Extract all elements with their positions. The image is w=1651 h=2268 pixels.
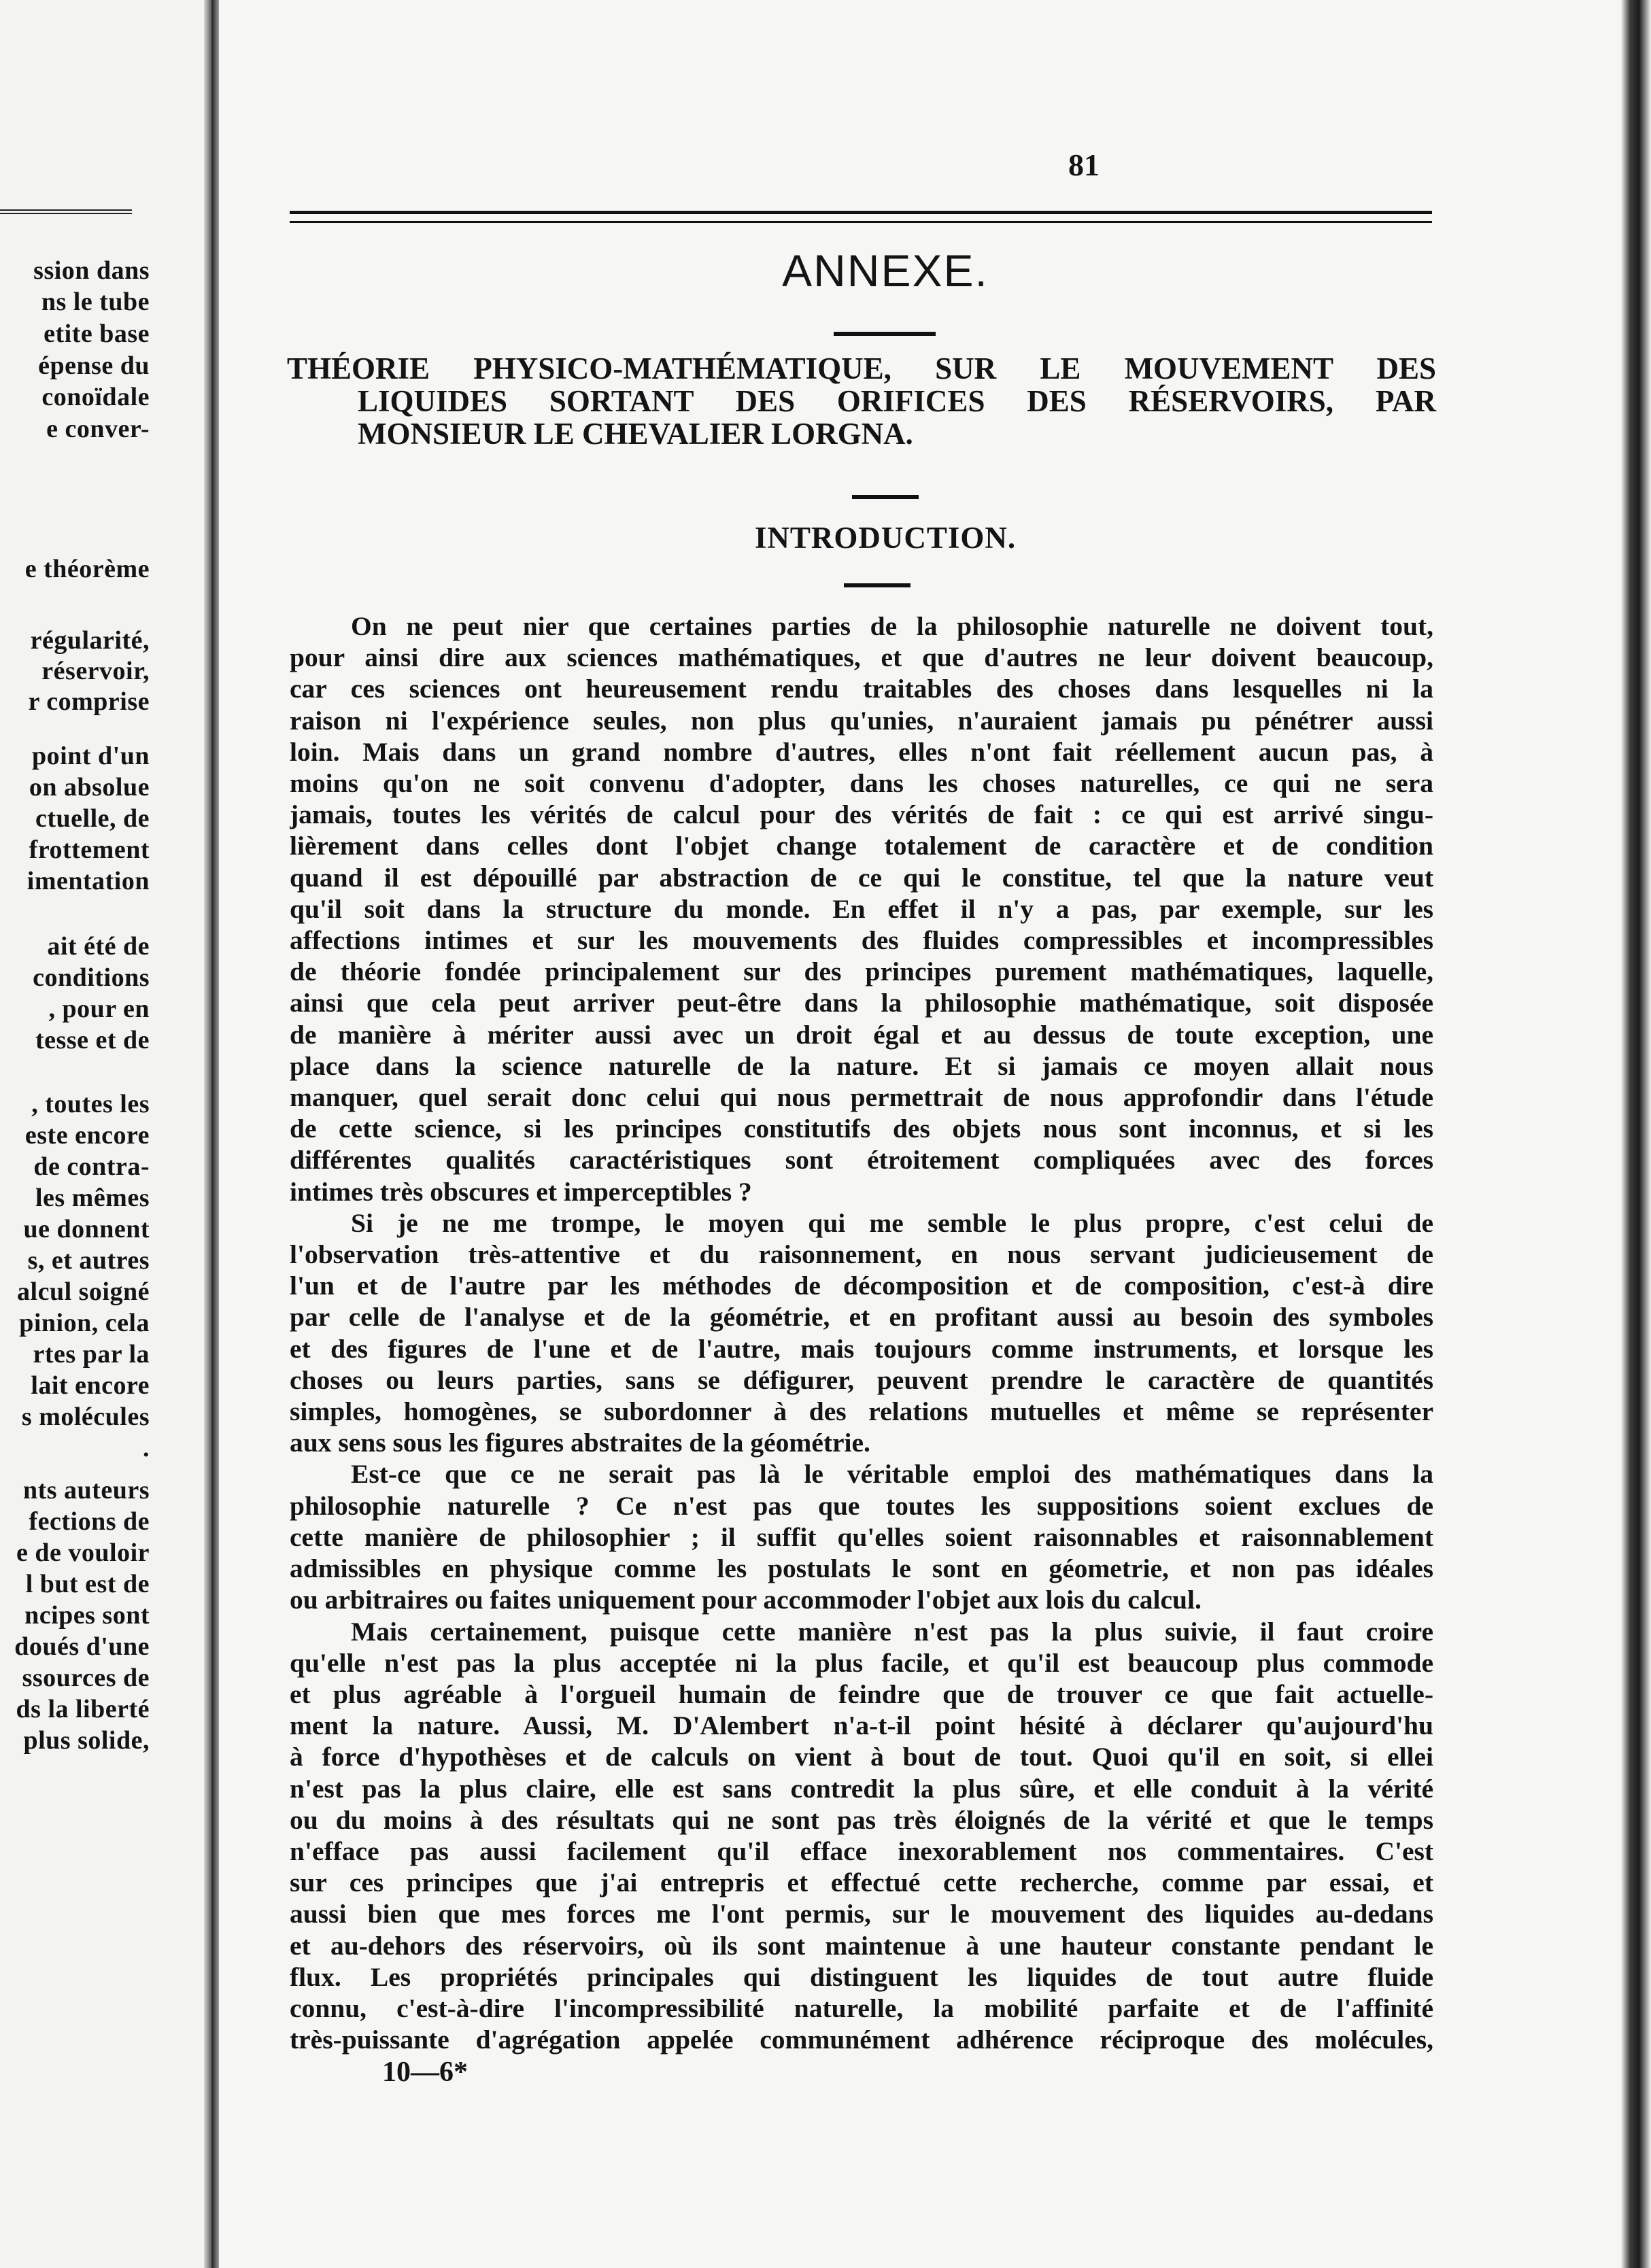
body-text xyxy=(290,611,1433,2055)
left-page-line: plus solide, xyxy=(23,1726,150,1755)
body-line: philosophie naturelle ? Ce n'est pas que toutes les suppositions soient exclues de xyxy=(290,1490,1433,1521)
body-line: l'observation très-attentive et du raisonnement, en nous servant judicieusement de xyxy=(290,1239,1433,1270)
body-line: raison ni l'expérience seules, non plus qu'unies, n'auraient jamais pu pénétrer aussi xyxy=(290,705,1433,736)
body-line: n'efface pas aussi facilement qu'il efface inexorablement nos commentaires. C'est xyxy=(290,1836,1433,1866)
body-line: admissibles en physique comme les postulats le sont en géometrie, et non pas idéales xyxy=(290,1553,1433,1584)
body-line: et des figures de l'une et de l'autre, mais toujours comme instruments, et lorsque les xyxy=(290,1333,1433,1364)
left-page-line: ue donnent xyxy=(23,1215,150,1243)
body-line: On ne peut nier que certaines parties de la philosophie naturelle ne doivent tout, xyxy=(351,611,1433,641)
body-line: aux sens sous les figures abstraites de la géométrie. xyxy=(290,1428,870,1458)
body-line: ou arbitraires ou faites uniquement pour accommoder l'objet aux lois du calcul. xyxy=(290,1585,1202,1615)
subtitle-line-3: MONSIEUR LE CHEVALIER LORGNA. xyxy=(358,417,913,451)
left-page-line: réservoir, xyxy=(41,657,150,685)
body-line: et au-dehors des réservoirs, où ils sont maintenue à une hauteur constante pendant le xyxy=(290,1930,1433,1961)
left-page-line: tesse et de xyxy=(35,1026,150,1054)
title-rule xyxy=(834,332,936,336)
left-page-line: ssion dans xyxy=(33,256,150,285)
body-line: très-puissante d'agrégation appelée communément adhérence réciproque des molécules, xyxy=(290,2025,1433,2055)
body-line: ainsi que cela peut arriver peut-être dans la philosophie mathématique, soit disposée xyxy=(290,988,1433,1018)
left-page-line: conditions xyxy=(33,963,150,992)
left-page-line: frottement xyxy=(29,836,150,864)
body-line: Si je ne me trompe, le moyen qui me semble le plus propre, c'est celui de xyxy=(351,1207,1433,1238)
body-line: choses ou leurs parties, sans se défigurer, peuvent prendre le caractère de quantités xyxy=(290,1364,1433,1395)
left-page-line: nts auteurs xyxy=(22,1476,150,1505)
body-line: de cette science, si les principes constitutifs des objets nous sont inconnus, et si les xyxy=(290,1114,1433,1144)
left-page-line: épense du xyxy=(38,351,150,380)
document-subtitle xyxy=(287,352,1436,450)
left-page-line: point d'un xyxy=(32,742,150,770)
left-page-line: e conver- xyxy=(46,415,150,443)
body-line: l'un et de l'autre par les méthodes de décomposition et de composition, c'est-à dire xyxy=(290,1271,1433,1301)
body-line: n'est pas la plus claire, elle est sans contredit la plus sûre, et elle conduit à la vérité xyxy=(290,1773,1433,1804)
left-page-line: l but est de xyxy=(25,1570,150,1598)
body-line: manquer, quel serait donc celui qui nous permettrait de nous approfondir dans l'étude xyxy=(290,1082,1433,1113)
body-line: loin. Mais dans un grand nombre d'autres, elles n'ont fait réellement aucun pas, à xyxy=(290,736,1433,767)
body-line: ou du moins à des résultats qui ne sont pas très éloignés de la vérité et que le temps xyxy=(290,1804,1433,1835)
left-page-line: conoïdale xyxy=(41,383,150,411)
introduction-heading: INTRODUCTION. xyxy=(754,521,1017,555)
subtitle-line-2: LIQUIDES SORTANT DES ORIFICES DES RÉSERVOIRS, PAR xyxy=(358,384,1436,418)
left-page-line: imentation xyxy=(27,867,150,895)
body-line: intimes très obscures et imperceptibles ? xyxy=(290,1176,752,1207)
introduction-rule xyxy=(844,583,910,587)
left-page-line: on absolue xyxy=(29,773,150,802)
left-page-line: , toutes les xyxy=(31,1090,150,1118)
left-page-line: este encore xyxy=(24,1121,150,1150)
body-line: et plus agréable à l'orgueil humain de feindre que de trouver ce que fait actuelle- xyxy=(290,1679,1433,1709)
body-line: pour ainsi dire aux sciences mathématiques, et que d'autres ne leur doivent beaucoup, xyxy=(290,642,1433,673)
left-page-line: ns le tube xyxy=(41,288,150,316)
body-line: simples, homogènes, se subordonner à des relations mutuelles et même se représenter xyxy=(290,1396,1433,1427)
header-rule xyxy=(290,211,1432,223)
left-page-line: de contra- xyxy=(33,1152,150,1181)
body-line: aussi bien que mes forces me l'ont permis, sur le mouvement des liquides au-dedans xyxy=(290,1899,1433,1929)
body-line: cette manière de philosophier ; il suffit qu'elles soient raisonnables et raisonnablement xyxy=(290,1522,1433,1552)
body-line: qu'elle n'est pas la plus acceptée ni la plus facile, et qu'il est beaucoup plus commode xyxy=(290,1647,1433,1678)
left-facing-page xyxy=(0,0,216,2268)
body-line: Est-ce que ce ne serait pas là le véritable emploi des mathématiques dans la xyxy=(351,1459,1433,1490)
body-line: qu'il soit dans la structure du monde. En effet il n'y a pas, par exemple, sur les xyxy=(290,893,1433,924)
body-line: place dans la science naturelle de la nature. Et si jamais ce moyen allait nous xyxy=(290,1050,1433,1081)
left-page-line: r comprise xyxy=(28,687,150,716)
left-page-line: ctuelle, de xyxy=(35,804,150,833)
main-page xyxy=(219,0,1621,2268)
left-page-line: e de vouloir xyxy=(16,1539,150,1567)
left-page-line: alcul soigné xyxy=(17,1277,150,1306)
subtitle-rule xyxy=(852,495,919,499)
subtitle-line-1: THÉORIE PHYSICO-MATHÉMATIQUE, SUR LE MOUVEMENT DES xyxy=(287,351,1436,385)
body-line: jamais, toutes les vérités de calcul pour des vérités de fait : ce qui est arrivé singu- xyxy=(290,800,1433,830)
body-line: affections intimes et sur les mouvements des fluides compressibles et incompressibles xyxy=(290,925,1433,956)
body-line: de manière à mériter aussi avec un droit égal et au dessus de toute exception, une xyxy=(290,1019,1433,1050)
left-page-line: . xyxy=(143,1434,150,1462)
body-line: lièrement dans celles dont l'objet change totalement de caractère et de condition xyxy=(290,831,1433,861)
body-line: sur ces principes que j'ai entrepris et effectué cette recherche, comme par essai, et xyxy=(290,1868,1433,1898)
left-page-line: , pour en xyxy=(48,995,150,1023)
left-page-rule xyxy=(0,209,132,218)
left-page-line: pinion, cela xyxy=(19,1309,150,1337)
body-line: à force d'hypothèses et de calculs on vient à bout de tout. Quoi qu'il en soit, si ellei xyxy=(290,1742,1433,1772)
left-page-line: ds la liberté xyxy=(16,1695,150,1723)
page-number: 81 xyxy=(1068,148,1100,182)
left-page-line: s, et autres xyxy=(27,1246,150,1275)
left-page-line: lait encore xyxy=(31,1371,150,1400)
left-page-line: les mêmes xyxy=(35,1184,150,1212)
body-line: ment la nature. Aussi, M. D'Alembert n'a-t-il point hésité à déclarer qu'aujourd'hu xyxy=(290,1711,1433,1741)
left-page-line: e théorème xyxy=(24,555,150,583)
body-line: de théorie fondée principalement sur des principes purement mathématiques, laquelle, xyxy=(290,957,1433,987)
left-page-line: régularité, xyxy=(30,626,150,655)
left-page-line: ssources de xyxy=(22,1664,150,1692)
page-right-edge xyxy=(1621,0,1651,2268)
left-page-line: etite base xyxy=(44,320,150,348)
body-line: Mais certainement, puisque cette manière n'est pas la plus suivie, il faut croire xyxy=(351,1616,1433,1647)
left-page-line: s molécules xyxy=(21,1403,150,1431)
body-line: quand il est dépouillé par abstraction de ce qui le constitue, tel que la nature veut xyxy=(290,862,1433,893)
left-page-line: doués d'une xyxy=(14,1632,150,1661)
body-line: par celle de l'analyse et de la géométrie, et en profitant aussi au besoin des symboles xyxy=(290,1302,1433,1333)
body-line: différentes qualités caractéristiques sont étroitement compliquées avec des forces xyxy=(290,1145,1433,1175)
left-page-line: fections de xyxy=(29,1507,150,1536)
left-page-line: ait été de xyxy=(47,932,150,961)
signature-mark: 10—6* xyxy=(382,2057,468,2088)
left-page-line: rtes par la xyxy=(33,1340,150,1369)
annex-title: ANNEXE. xyxy=(782,245,989,296)
body-line: flux. Les propriétés principales qui distinguent les liquides de tout autre fluide xyxy=(290,1961,1433,1992)
left-page-line: ncipes sont xyxy=(24,1601,150,1630)
book-gutter xyxy=(204,0,219,2268)
body-line: moins qu'on ne soit convenu d'adopter, dans les choses naturelles, ce qui ne sera xyxy=(290,768,1433,799)
body-line: connu, c'est-à-dire l'incompressibilité naturelle, la mobilité parfaite et de l'affinité xyxy=(290,1993,1433,2023)
body-line: car ces sciences ont heureusement rendu traitables des choses dans lesquelles ni la xyxy=(290,674,1433,704)
